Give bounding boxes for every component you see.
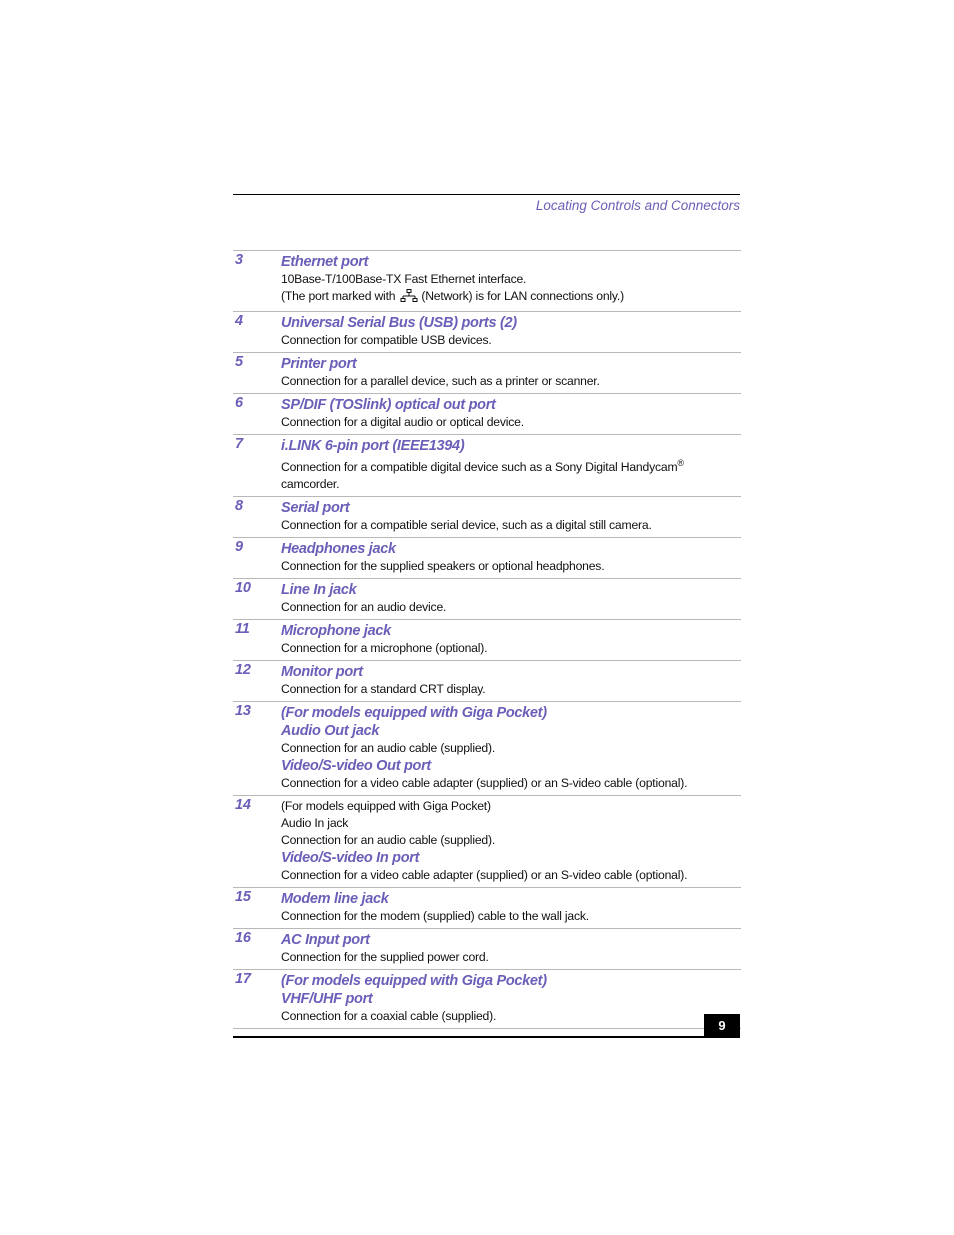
footer-rule [233,1036,740,1038]
item-number: 6 [235,395,243,411]
table-row [233,661,741,702]
table-row [233,435,741,497]
connector-table [233,250,741,1029]
table-row [233,702,741,796]
item-number: 11 [235,621,250,637]
item-description: Connection for a digital audio or optical device. [281,415,524,429]
item-description: Connection for an audio cable (supplied). [281,741,496,755]
item-title: Printer port [281,356,357,372]
item-title: (For models equipped with Giga Pocket) [281,705,547,721]
item-number: 15 [235,889,251,905]
item-number: 4 [235,313,243,329]
item-title: Microphone jack [281,623,391,639]
item-description: 10Base-T/100Base-TX Fast Ethernet interface. [281,272,527,286]
item-number: 3 [235,252,243,268]
item-description: camcorder. [281,477,340,491]
item-subtitle: VHF/UHF port [281,991,373,1007]
registered-mark: ® [677,458,684,468]
table-row [233,579,741,620]
table-row [233,620,741,661]
table-row [233,970,741,1029]
table-row [233,796,741,888]
page-number: 9 [704,1014,740,1037]
item-description: Connection for a video cable adapter (supplied) or an S-video cable (optional). [281,868,688,882]
item-description: Connection for a standard CRT display. [281,682,486,696]
item-title: Modem line jack [281,891,389,907]
item-number: 9 [235,539,243,555]
item-number: 10 [235,580,251,596]
item-number: 5 [235,354,243,370]
item-description: Connection for a video cable adapter (supplied) or an S-video cable (optional). [281,776,688,790]
item-description [281,288,741,308]
item-title: SP/DIF (TOSlink) optical out port [281,397,496,413]
item-description [281,455,741,476]
item-title: AC Input port [281,932,370,948]
item-note: Audio In jack [281,816,349,830]
table-row [233,353,741,394]
table-row [233,251,741,312]
item-title: (For models equipped with Giga Pocket) [281,973,547,989]
item-title: i.LINK 6-pin port (IEEE1394) [281,438,465,454]
item-title: Ethernet port [281,254,369,270]
description-part: (Network) is for LAN connections only.) [421,289,624,303]
item-note: (For models equipped with Giga Pocket) [281,799,491,813]
item-description: Connection for a parallel device, such as a printer or scanner. [281,374,600,388]
item-description: Connection for the modem (supplied) cable to the wall jack. [281,909,589,923]
item-number: 8 [235,498,243,514]
section-title: Locating Controls and Connectors [535,198,740,213]
item-title: Headphones jack [281,541,396,557]
item-description: Connection for the supplied power cord. [281,950,489,964]
table-row [233,538,741,579]
item-subtitle: Video/S-video In port [281,850,420,866]
item-number: 13 [235,703,251,719]
table-row [233,888,741,929]
item-number: 17 [235,971,251,987]
item-subtitle: Audio Out jack [281,723,380,739]
item-number: 14 [235,797,251,813]
item-subtitle: Video/S-video Out port [281,758,431,774]
item-title: Line In jack [281,582,357,598]
item-description: Connection for a coaxial cable (supplied). [281,1009,497,1023]
item-description: Connection for an audio cable (supplied). [281,833,496,847]
item-number: 16 [235,930,251,946]
description-part: (The port marked with [281,289,396,303]
table-row [233,497,741,538]
header-rule [233,194,740,195]
item-title: Universal Serial Bus (USB) ports (2) [281,315,517,331]
table-row [233,312,741,353]
item-description: Connection for compatible USB devices. [281,333,492,347]
table-row [233,929,741,970]
description-part: Connection for a compatible digital device such as a Sony Digital Handycam [281,460,678,474]
item-number: 7 [235,436,243,452]
item-number: 12 [235,662,251,678]
item-title: Serial port [281,500,350,516]
item-description: Connection for a microphone (optional). [281,641,488,655]
item-description: Connection for a compatible serial device, such as a digital still camera. [281,518,652,532]
table-row [233,394,741,435]
network-icon [400,289,418,308]
item-description: Connection for an audio device. [281,600,447,614]
item-description: Connection for the supplied speakers or optional headphones. [281,559,605,573]
item-title: Monitor port [281,664,363,680]
